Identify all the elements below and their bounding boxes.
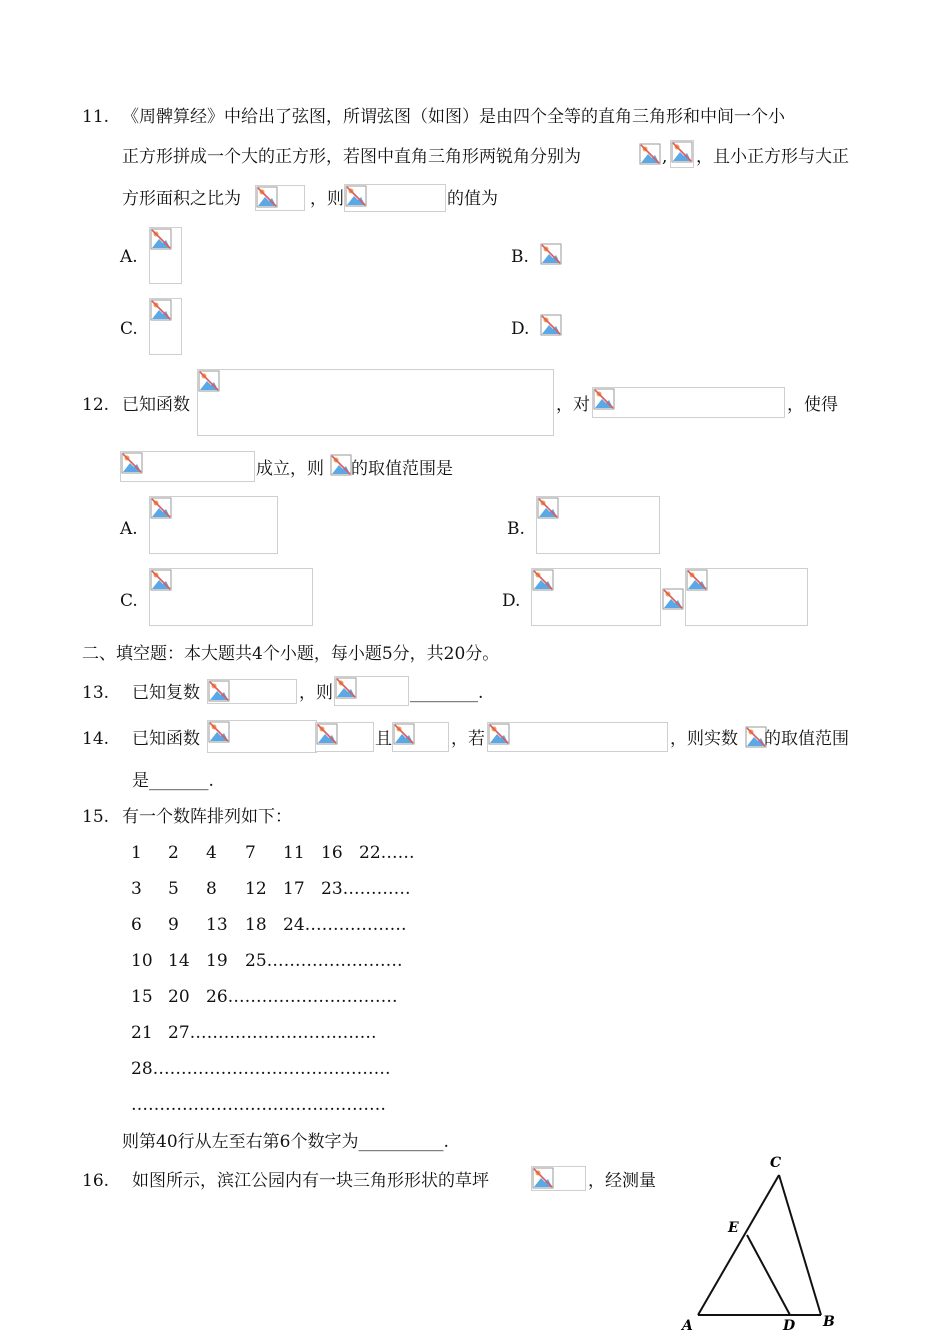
array-cell: 6: [131, 915, 142, 935]
broken-image-icon: [256, 186, 278, 208]
q14-text1: 已知函数: [132, 729, 200, 749]
array-cell: 14: [168, 951, 190, 971]
q14-variable-image: [745, 726, 765, 748]
array-cell: 23…………: [321, 879, 411, 899]
vertex-label-a: A: [682, 1318, 693, 1334]
q14-inequality-image: [487, 722, 668, 752]
q13-number: 13.: [82, 683, 110, 703]
array-cell: 9: [168, 915, 179, 935]
array-cell: 10: [131, 951, 153, 971]
edge-ca: [698, 1175, 779, 1315]
q12-option-a-label: A.: [120, 519, 138, 539]
array-cell: 20: [168, 987, 190, 1007]
q12-function-image: [197, 369, 554, 436]
formula-image-alpha: [639, 143, 663, 167]
q14-text2: 且: [375, 729, 392, 749]
q12-option-c-label: C.: [120, 591, 138, 611]
vertex-label-e: E: [728, 1220, 739, 1236]
array-cell: 26…………………………: [206, 987, 398, 1007]
q12-variable-image: [330, 454, 352, 478]
q13-text1: 已知复数: [132, 683, 200, 703]
broken-image-icon: [532, 569, 554, 591]
q12-option-d-label: D.: [502, 591, 521, 611]
q14-condition-image: [392, 722, 449, 752]
q15-number: 15.: [82, 807, 110, 827]
broken-image-icon: [208, 680, 230, 702]
q11-line2a: 正方形拼成一个大的正方形，若图中直角三角形两锐角分别为: [122, 147, 581, 167]
vertex-label-b: B: [823, 1314, 835, 1330]
q16-number: 16.: [82, 1171, 110, 1191]
q12-text1: 已知函数: [122, 395, 190, 415]
broken-image-icon: [150, 497, 172, 519]
broken-image-icon: [488, 723, 510, 745]
q11-option-d-label: D.: [511, 319, 530, 339]
array-cell: 11: [283, 843, 305, 863]
array-cell: ………………………………………: [131, 1095, 386, 1115]
q14-text5: 的取值范围: [764, 729, 849, 749]
broken-image-icon: [671, 141, 693, 163]
q15-answer: 则第40行从左至右第6个数字为__________.: [122, 1132, 449, 1152]
broken-image-icon: [345, 185, 367, 207]
q12-option-c-image: [149, 568, 313, 626]
vertex-label-c: C: [770, 1155, 782, 1171]
q11-option-c-image: [149, 298, 182, 355]
q12-text3: ，使得: [787, 395, 838, 415]
q14-text4: ，则实数: [670, 729, 738, 749]
q11-line3b: ，则: [310, 189, 344, 209]
array-cell: 18: [245, 915, 267, 935]
q12-equation-image: [120, 451, 255, 482]
array-cell: 19: [206, 951, 228, 971]
q12-option-d-image-1: [531, 568, 661, 626]
q12-option-b-image: [536, 496, 660, 554]
q16-text1: 如图所示，滨江公园内有一块三角形形状的草坪: [132, 1171, 489, 1191]
q12-option-d-image-3: [685, 568, 808, 626]
array-cell: 13: [206, 915, 228, 935]
broken-image-icon: [208, 721, 230, 743]
array-cell: 25……………………: [245, 951, 403, 971]
q12-option-d-image-2: [662, 588, 684, 610]
array-cell: 17: [283, 879, 305, 899]
broken-image-icon: [330, 454, 352, 476]
broken-image-icon: [540, 243, 562, 265]
q11-option-b-image: [540, 243, 560, 267]
q13-complex-image: [207, 679, 297, 704]
broken-image-icon: [593, 388, 615, 410]
segment-de: [747, 1235, 790, 1315]
q12-condition-image: [592, 387, 785, 418]
array-cell: 8: [206, 879, 217, 899]
broken-image-icon: [532, 1167, 554, 1189]
broken-image-icon: [662, 588, 684, 610]
array-cell: 7: [245, 843, 256, 863]
formula-image-ratio: [255, 185, 305, 211]
broken-image-icon: [537, 497, 559, 519]
q12-option-a-image: [149, 496, 278, 554]
broken-image-icon: [686, 569, 708, 591]
section2-heading: 二、填空题：本大题共4个小题，每小题5分，共20分。: [82, 644, 500, 664]
q12-text2: ，对: [556, 395, 590, 415]
array-cell: 15: [131, 987, 153, 1007]
array-cell: 21: [131, 1023, 153, 1043]
triangle-diagram: [670, 1150, 850, 1340]
q14-number: 14.: [82, 729, 110, 749]
q11-option-a-label: A.: [120, 247, 138, 267]
q11-line3c: 的值为: [447, 189, 498, 209]
q11-line2b: ，且小正方形与大正: [696, 147, 849, 167]
array-cell: 22……: [359, 843, 415, 863]
broken-image-icon: [150, 299, 172, 321]
q11-option-a-image: [149, 227, 182, 284]
q13-text2: ，则: [299, 683, 333, 703]
vertex-label-d: D: [783, 1318, 796, 1334]
broken-image-icon: [121, 452, 143, 474]
q16-text2: ，经测量: [588, 1171, 656, 1191]
broken-image-icon: [393, 723, 415, 745]
q11-option-c-label: C.: [120, 319, 138, 339]
formula-image-expression: [344, 184, 446, 212]
q13-blank: ________.: [410, 683, 484, 703]
q16-triangle-image: [531, 1166, 586, 1191]
array-cell: 2: [168, 843, 179, 863]
array-cell: 5: [168, 879, 179, 899]
q12-text5: 的取值范围是: [351, 459, 453, 479]
array-cell: 24………………: [283, 915, 407, 935]
q14-function-image: [207, 720, 317, 753]
q14-text3: ，若: [451, 729, 485, 749]
q15-text: 有一个数阵排列如下：: [122, 807, 292, 827]
q11-option-b-label: B.: [511, 247, 529, 267]
array-cell: 12: [245, 879, 267, 899]
q14-line2: 是_______.: [132, 771, 214, 791]
array-cell: 16: [321, 843, 343, 863]
q11-number: 11.: [82, 107, 110, 127]
broken-image-icon: [335, 677, 357, 699]
q12-text4: 成立，则: [256, 459, 324, 479]
broken-image-icon: [150, 228, 172, 250]
q13-expression-image: [334, 676, 409, 706]
array-cell: 28……………………………………: [131, 1059, 391, 1079]
q11-option-d-image: [540, 314, 560, 338]
q11-comma: ,: [662, 147, 668, 167]
array-cell: 4: [206, 843, 217, 863]
array-cell: 27……………………………: [168, 1023, 377, 1043]
broken-image-icon: [150, 569, 172, 591]
q11-line1: 《周髀算经》中给出了弦图，所谓弦图（如图）是由四个全等的直角三角形和中间一个小: [122, 107, 785, 127]
q12-option-b-label: B.: [507, 519, 525, 539]
edge-bc: [779, 1175, 821, 1315]
array-cell: 3: [131, 879, 142, 899]
broken-image-icon: [198, 370, 220, 392]
q11-line3a: 方形面积之比为: [122, 189, 241, 209]
q12-number: 12.: [82, 395, 110, 415]
q14-param-image: [315, 722, 374, 752]
array-cell: 1: [131, 843, 142, 863]
broken-image-icon: [316, 723, 338, 745]
broken-image-icon: [639, 143, 661, 165]
formula-image-beta: [670, 140, 694, 168]
broken-image-icon: [540, 314, 562, 336]
